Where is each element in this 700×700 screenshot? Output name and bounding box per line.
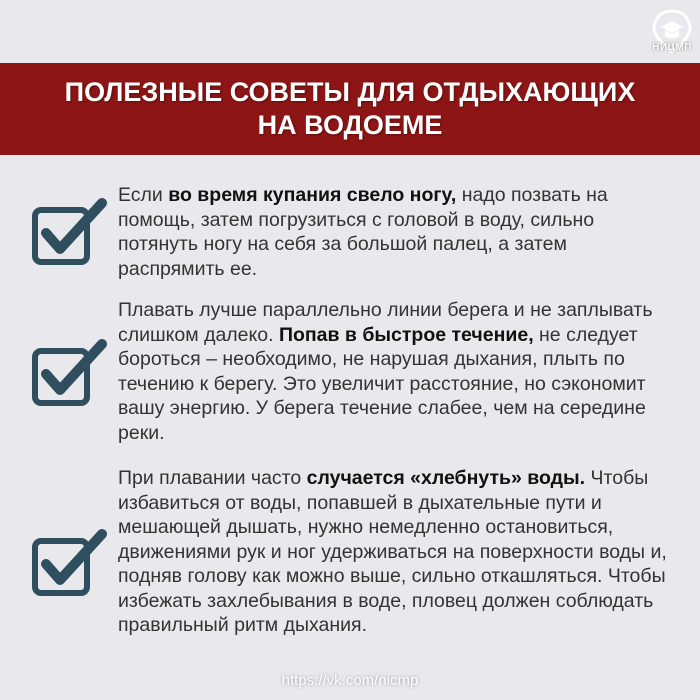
tip2-part1: Плавать лучше параллельно линии берега и не заплывать слишком далеко.	[118, 299, 653, 346]
page-title	[40, 76, 660, 142]
tip3-part1: При плавании часто	[118, 467, 307, 489]
tip2-part3: не следует бороться – необходимо, не нарушая дыхания, плыть по течению к берегу. Это увеличит расстояние, но сэкономит вашу энергию. У берега течение слабее, чем на середине реки.	[118, 323, 646, 444]
title-line-2: НА ВОДОЕМЕ	[257, 110, 443, 140]
source-link[interactable]: https://vk.com/nicmp	[281, 672, 419, 689]
tip3-bold: случается «хлебнуть» воды.	[306, 467, 586, 489]
title-banner	[0, 63, 700, 155]
logo-text: НИЦМП	[652, 42, 692, 53]
tip-text-cramp	[118, 183, 678, 281]
title-line-1: ПОЛЕЗНЫЕ СОВЕТЫ ДЛЯ ОТДЫХАЮЩИХ	[64, 77, 636, 107]
tip1-part3: надо позвать на помощь, затем погрузиться с головой в воду, сильно потянуть ногу на себя за большой палец, а затем распрямить ее.	[118, 184, 608, 280]
checkbox-checked-icon	[26, 197, 110, 271]
tip2-bold: Попав в быстрое течение,	[278, 323, 534, 346]
tip-text-water	[118, 466, 678, 638]
tip-text-current	[118, 298, 678, 445]
checkbox-checked-icon	[26, 338, 110, 412]
tip3-part3: Чтобы избавиться от воды, попавшей в дыхательные пути и мешающей дышать, нужно немедленно остановиться, движениями рук и ног удерживаться на поверхности воды и, подняв голову как можно выше, сильно откашляться. Чтобы избежать захлебывания в воде, пловец должен соблюдать правильный ритм дыхания.	[118, 467, 667, 636]
checkbox-checked-icon	[26, 528, 110, 602]
tip1-part1: Если	[118, 184, 169, 206]
tip1-bold: во время купания свело ногу,	[168, 184, 457, 206]
